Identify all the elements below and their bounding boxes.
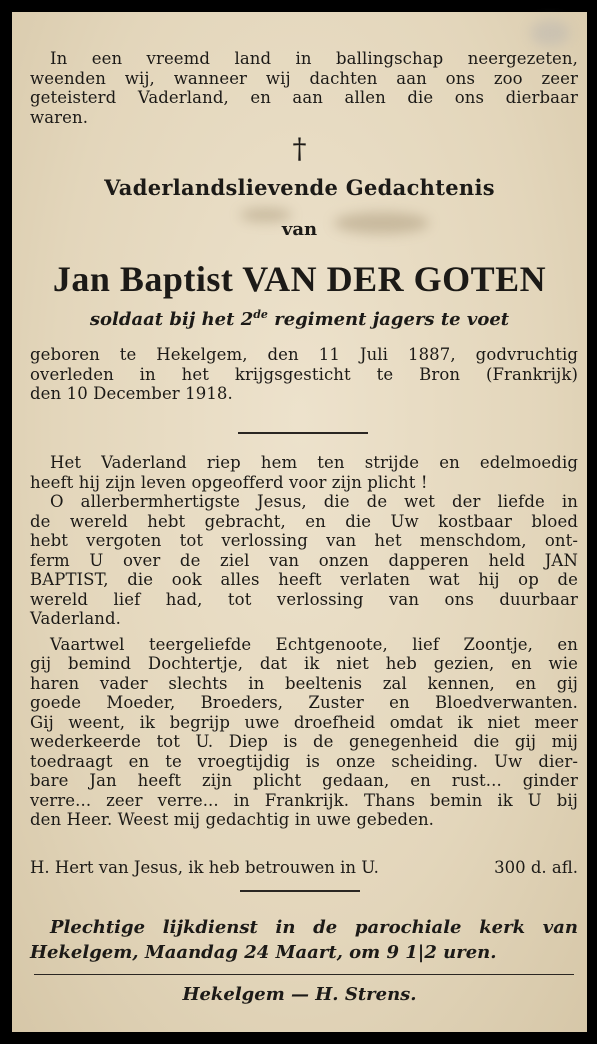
van-label: van: [281, 219, 318, 240]
service-line: Plechtige lijkdienst in de parochiale kerk van: [50, 917, 578, 938]
footer-rule: [34, 974, 574, 975]
body-line: verre... zeer verre... in Frankrijk. Thans bemin ik U bij: [30, 790, 578, 810]
cross-icon: †: [292, 132, 307, 165]
deceased-name: Jan Baptist VAN DER GOTEN: [52, 259, 547, 299]
body-line: haren vader slechts in beeltenis zal kennen, en gij: [30, 673, 578, 693]
body-line: hebt vergoten tot verlossing van het menschdom, ont-: [30, 531, 578, 550]
indulgence-text: 300 d. afl.: [494, 858, 578, 877]
body-line: Vaartwel teergeliefde Echtgenoote, lief Zoontje, en: [50, 634, 578, 654]
epigraph-line: geteisterd Vaderland, en aan allen die ons dierbaar: [30, 88, 578, 107]
printer-line: Hekelgem — H. Strens.: [182, 984, 417, 1005]
body-line: toedraagt en te vroegtijdig is onze scheiding. Uw dier-: [30, 751, 578, 771]
prayer-row: [30, 858, 578, 878]
body-text: [30, 453, 578, 830]
epigraph-line: In een vreemd land in ballingschap neergezeten,: [50, 49, 578, 68]
body-line: Vaderland.: [30, 609, 122, 628]
bio-line: geboren te Hekelgem, den 11 Juli 1887, godvruchtig: [30, 345, 578, 364]
bio-line: den 10 December 1918.: [30, 384, 233, 403]
body-line: de wereld hebt gebracht, en die Uw kostbaar bloed: [30, 511, 578, 531]
card-heading: Vaderlandslievende Gedachtenis: [104, 175, 495, 200]
body-line: Het Vaderland riep hem ten strijde en edelmoedig: [50, 453, 578, 472]
service-line: Hekelgem, Maandag 24 Maart, om 9 1|2 uren.: [30, 942, 497, 963]
prayer-text: H. Hert van Jesus, ik heb betrouwen in U.: [30, 858, 379, 877]
funeral-service: [30, 915, 578, 965]
biography: [30, 345, 578, 404]
epigraph-line: waren.: [30, 107, 89, 127]
body-line: Gij weent, ik begrijp uwe droefheid omdat ik niet meer: [30, 712, 578, 732]
soldier-rank-superscript: de: [253, 308, 268, 321]
epigraph-line: weenden wij, wanneer wij dachten aan ons zoo zeer: [30, 68, 578, 88]
body-line: den Heer. Weest mij gedachtig in uwe gebeden.: [30, 810, 435, 829]
body-line: gij bemind Dochtertje, dat ik niet heb gezien, en wie: [30, 654, 578, 673]
soldier-rank-suffix: regiment jagers te voet: [267, 309, 510, 330]
body-line: ferm U over de ziel van onzen dapperen held JAN: [30, 550, 578, 570]
soldier-rank: [12, 308, 587, 330]
body-line: O allerbermhertigste Jesus, die de wet der liefde in: [50, 492, 578, 511]
body-line: wederkeerde tot U. Diep is de genegenheid die gij mij: [30, 732, 578, 751]
body-line: heeft hij zijn leven opgeofferd voor zijn plicht !: [30, 472, 428, 492]
divider: [238, 432, 368, 434]
body-line: goede Moeder, Broeders, Zuster en Bloedverwanten.: [30, 693, 578, 712]
body-line: BAPTIST, die ook alles heeft verlaten wat hij op de: [30, 570, 578, 589]
paper-stain: [530, 20, 570, 46]
body-line: bare Jan heeft zijn plicht gedaan, en rust... ginder: [30, 771, 578, 790]
body-line: wereld lief had, tot verlossing van ons duurbaar: [30, 589, 578, 609]
bio-line: overleden in het krijgsgesticht te Bron (Frankrijk): [30, 364, 578, 384]
memorial-card: [12, 12, 587, 1032]
divider: [240, 890, 360, 892]
epigraph: [30, 49, 578, 127]
soldier-rank-prefix: soldaat bij het 2: [89, 309, 254, 330]
